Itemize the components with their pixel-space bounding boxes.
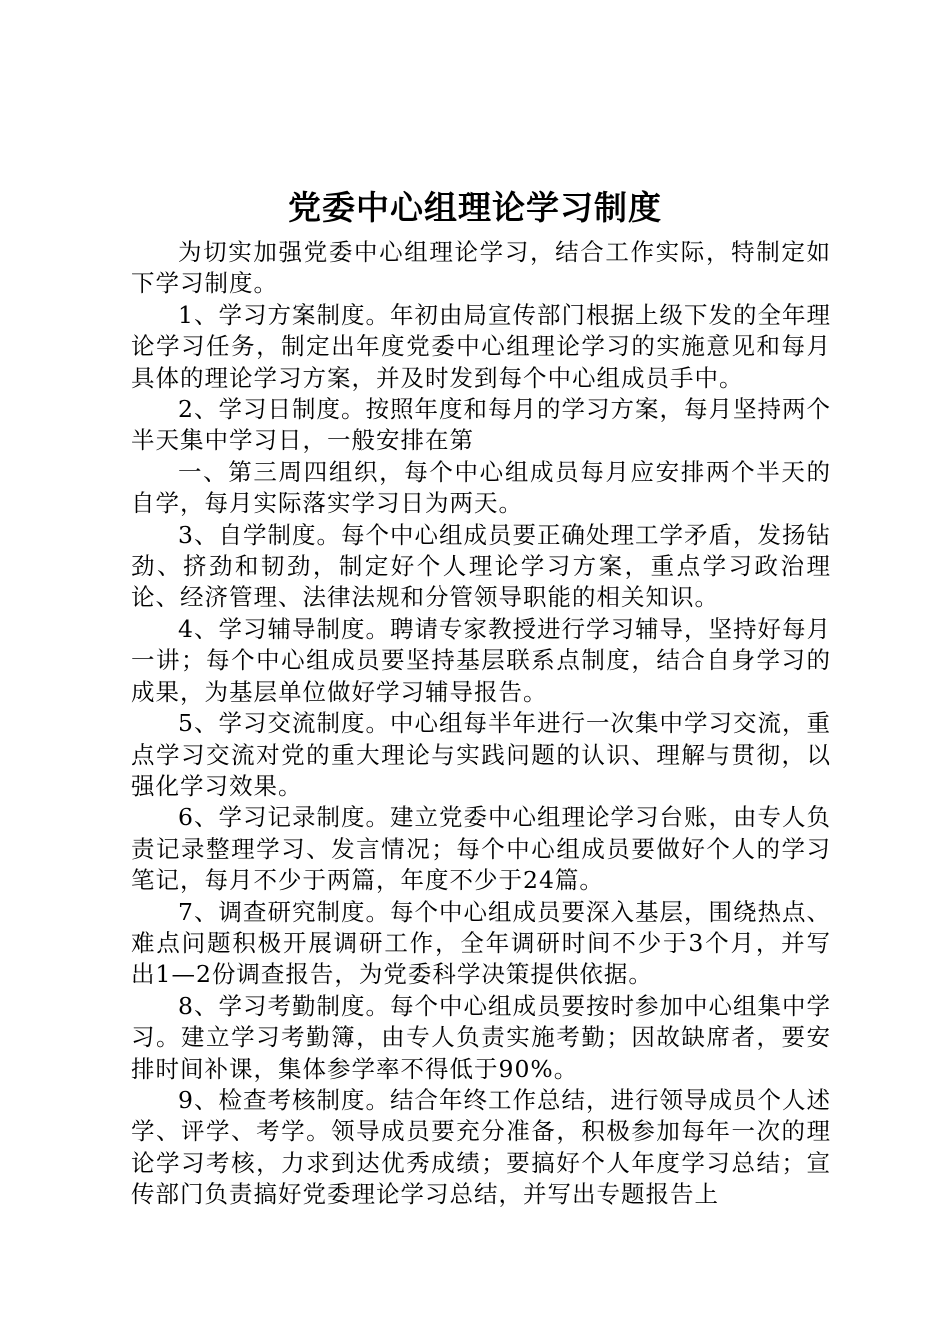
paragraph-assessment: 9、检查考核制度。结合年终工作总结，进行领导成员个人述学、评学、考学。领导成员要充分准备，积极参加每年一次的理论学习考核，力求到达优秀成绩；要搞好个人年度学习总结；宣传部门负责搞好党委理论学习总结，并写出专题报告上: [131, 1085, 831, 1209]
paragraph-attendance: 8、学习考勤制度。每个中心组成员要按时参加中心组集中学习。建立学习考勤簿，由专人负责实施考勤；因故缺席者，要安排时间补课，集体参学率不得低于90%。: [131, 991, 831, 1083]
paragraph-exchange: 5、学习交流制度。中心组每半年进行一次集中学习交流，重点学习交流对党的重大理论与实践问题的认识、理解与贯彻，以强化学习效果。: [131, 709, 831, 800]
paragraph-intro: 为切实加强党委中心组理论学习，结合工作实际，特制定如下学习制度。: [131, 238, 831, 298]
paragraph-records: 6、学习记录制度。建立党委中心组理论学习台账，由专人负责记录整理学习、发言情况；每个中心组成员要做好个人的学习笔记，每月不少于两篇，年度不少于24篇。: [131, 803, 831, 895]
paragraph-tutoring: 4、学习辅导制度。聘请专家教授进行学习辅导，坚持好每月一讲；每个中心组成员要坚持基层联系点制度，结合自身学习的成果，为基层单位做好学习辅导报告。: [131, 614, 831, 706]
document-title: 党委中心组理论学习制度: [288, 188, 662, 227]
paragraph-study-day: 2、学习日制度。按照年度和每月的学习方案，每月坚持两个半天集中学习日，一般安排在第: [131, 395, 831, 455]
paragraph-self-study: 3、自学制度。每个中心组成员要正确处理工学矛盾，发扬钻劲、挤劲和韧劲，制定好个人理论学习方案，重点学习政治理论、经济管理、法律法规和分管领导职能的相关知识。: [131, 520, 831, 612]
document-body: [131, 237, 831, 1211]
paragraph-study-day-continued: 一、第三周四组织，每个中心组成员每月应安排两个半天的自学，每月实际落实学习日为两天。: [131, 457, 831, 518]
paragraph-research: 7、调查研究制度。每个中心组成员要深入基层，围绕热点、难点问题积极开展调研工作，全年调研时间不少于3个月，并写出1—2份调查报告，为党委科学决策提供依据。: [131, 897, 831, 989]
paragraph-study-plan: 1、学习方案制度。年初由局宣传部门根据上级下发的全年理论学习任务，制定出年度党委中心组理论学习的实施意见和每月具体的理论学习方案，并及时发到每个中心组成员手中。: [131, 300, 831, 392]
